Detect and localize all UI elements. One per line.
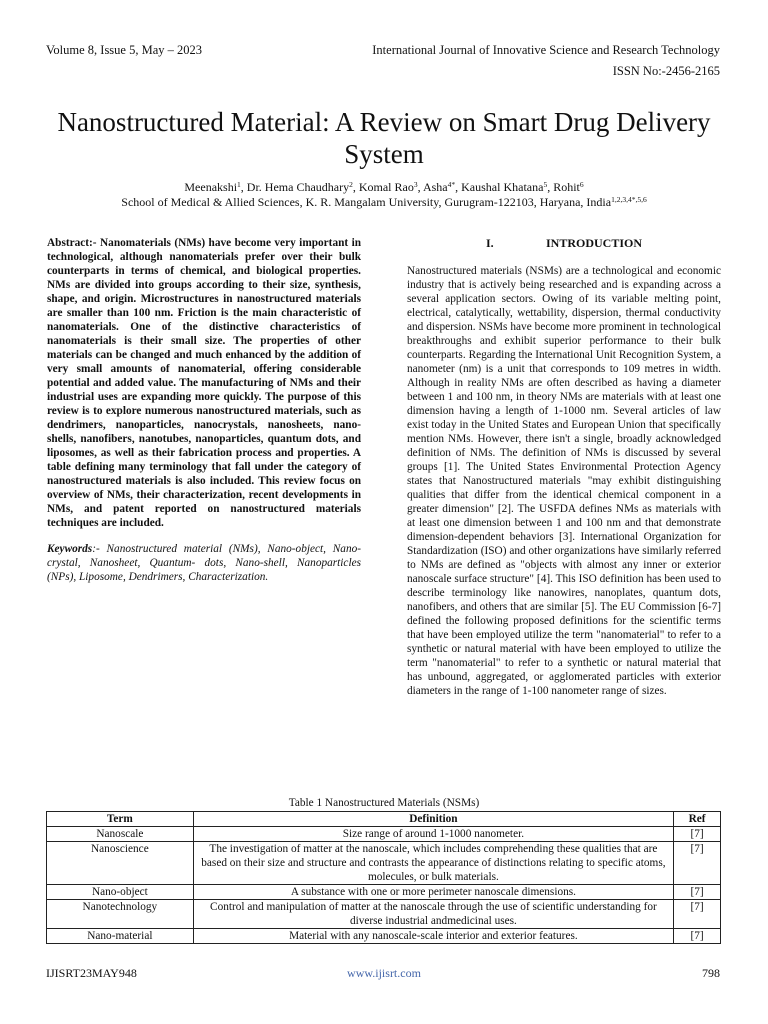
- author-affil-marker: 5: [543, 180, 548, 189]
- table-cell-definition: Size range of around 1-1000 nanometer.: [193, 827, 673, 842]
- nsm-table: [46, 811, 721, 944]
- section-title: INTRODUCTION: [545, 236, 642, 250]
- table-cell-term: Nano-material: [47, 929, 194, 944]
- table-cell-term: Nanoscience: [47, 842, 194, 885]
- keywords-label: Keywords: [47, 543, 93, 555]
- right-column: [407, 236, 721, 698]
- left-column: [47, 236, 361, 584]
- author-affil-marker: 3: [413, 180, 418, 189]
- issn-label: ISSN No:-2456-2165: [612, 64, 720, 78]
- footer-page-number: 798: [702, 966, 720, 980]
- table-header-row: [47, 812, 721, 827]
- author-name: Asha: [422, 180, 448, 194]
- table-row: [47, 827, 721, 842]
- author-separator: ,: [455, 180, 462, 194]
- section-number: I.: [485, 236, 494, 250]
- table-cell-definition: The investigation of matter at the nanoscale, which includes comprehending these qualities that are based on their size and structure and contrasts the appearance of distinctions relating to specific atoms, molecules, or bulk materials.: [193, 842, 673, 885]
- table-cell-term: Nanoscale: [47, 827, 194, 842]
- section-heading-introduction: [407, 236, 721, 250]
- keywords: [47, 542, 361, 584]
- table-cell-ref: [7]: [674, 827, 721, 842]
- author-separator: ,: [547, 180, 554, 194]
- author-name: Komal Rao: [358, 180, 414, 194]
- paper-title: Nanostructured Material: A Review on Smart Drug Delivery System: [57, 107, 711, 170]
- table-cell-ref: [7]: [674, 885, 721, 900]
- keywords-text: :- Nanostructured material (NMs), Nano-object, Nano-crystal, Nanosheet, Quantum- dots, Nano-shell, Nanoparticles (NPs), Liposome, Dendrimers, Characterization.: [47, 543, 361, 583]
- author-name: Dr. Hema Chaudhary: [246, 180, 350, 194]
- table-row: [47, 929, 721, 944]
- author-name: Rohit: [553, 180, 580, 194]
- table-header-term: Term: [47, 812, 194, 827]
- author-separator: ,: [240, 180, 247, 194]
- table-cell-ref: [7]: [674, 929, 721, 944]
- table-cell-definition: Control and manipulation of matter at the nanoscale through the use of scientific understanding for diverse industrial andmedicinal uses.: [193, 900, 673, 929]
- author-separator: ,: [417, 180, 423, 194]
- affiliation-text: School of Medical & Allied Sciences, K. R. Mangalam University, Gurugram-122103, Haryana, India: [121, 195, 612, 209]
- author-affil-marker: 2: [349, 180, 353, 189]
- running-header-volume: Volume 8, Issue 5, May – 2023: [46, 43, 203, 57]
- author-name: Kaushal Khatana: [461, 180, 544, 194]
- author-separator: ,: [352, 180, 359, 194]
- table-header-definition: Definition: [193, 812, 673, 827]
- abstract: Abstract:- Nanomaterials (NMs) have become very important in technological, although nanomaterials prefer over their bulk counterparts in terms of chemical, and biological properties. NMs are divided into groups according to their size, synthesis, shape, and origin. Microstructures in nanostructured materials are smaller than 100 nm. Friction is the main characteristic of nanomaterials. One of the distinctive characteristics of nanomaterials is their small size. The properties of other materials can be changed and much enhanced by the addition of very small amounts of nanomaterial, offering considerable potential and added value. The manufacturing of NMs and their industrial uses are expanding more quickly. The purpose of this review is to explore numerous nanostructured materials, such as dendrimers, nanoparticles, nanocrystals, nanosheets, nano-shells, nanofibers, nanotubes, nanoparticles, quantum dots, and liposomes, as well as their fabrication process and properties. A table defining many terminology that fall under the category of nanostructured materials is also included. This review focus on overview of NMs, their characterization, recent developments in NMs, and patent reported on nanostructured materials techniques are included.: [47, 237, 361, 529]
- table-row: [47, 842, 721, 885]
- affiliation: [40, 195, 728, 210]
- table-cell-ref: [7]: [674, 900, 721, 929]
- footer-paper-code: IJISRT23MAY948: [46, 966, 137, 980]
- table-header-ref: Ref: [674, 812, 721, 827]
- running-header-journal: International Journal of Innovative Science and Research Technology: [372, 43, 720, 57]
- table-caption: Table 1 Nanostructured Materials (NSMs): [288, 797, 480, 809]
- footer-journal-url[interactable]: www.ijisrt.com: [347, 966, 421, 980]
- table-row: [47, 885, 721, 900]
- table-row: [47, 900, 721, 929]
- author-list: [40, 180, 728, 195]
- table-cell-definition: Material with any nanoscale-scale interior and exterior features.: [193, 929, 673, 944]
- affiliation-markers: 1,2,3,4*,5,6: [611, 195, 647, 204]
- table-cell-ref: [7]: [674, 842, 721, 885]
- table-cell-definition: A substance with one or more perimeter nanoscale dimensions.: [193, 885, 673, 900]
- author-affil-marker: 4*: [447, 180, 456, 189]
- table-cell-term: Nano-object: [47, 885, 194, 900]
- table-cell-term: Nanotechnology: [47, 900, 194, 929]
- author-affil-marker: 1: [237, 180, 241, 189]
- author-affil-marker: 6: [579, 180, 584, 189]
- introduction-text: Nanostructured materials (NSMs) are a technological and economic industry that is actively being researched and is expanding across a several application sectors. Owing of its variable melting point, electrical, catalytically, wettability, dispersion, thermal conductivity and dispersion. NSMs have become more prominent in technological breakthroughs and exhibit superior performance to their bulk counterparts. Regarding the International Unit Recognition System, a nanometer (nm) is a unit that corresponds to 109 metres in width. Although in reality NMs are often described as having a diameter between 1 and 100 nm, in theory NMs are materials with at least one dimension having a length of 1-1000 nm. Several articles of law exist today in the United States and European Union that specifically mention NMs. However, there isn't a single, broadly acknowledged definition of NMs. The definition of NMs is discussed by several groups [1]. The United States Environmental Protection Agency states that Nanostructured materials "may exhibit distinguishing qualities that differ from the identical chemical component in a greater dimension" [2]. The USFDA defines NMs as materials with at least one dimension between 1 and 100 nm and that demonstrate dimension-dependent behaviors [3]. International Organization for Standardization (ISO) and other organizations have similarly referred to NMs are defined as "objects with almost any inner or exterior nanoscale surface structure" [4]. This ISO definition has been used to describe terminology like nanowires, nanoplates, quantum dots, nanofibers, and others that are similar [5]. The EU Commission [6-7] defined the following proposed definitions for the scientific terms that have been employed utilize the term "nanomaterial" to refer to a synthetic or natural material with have been employed to utilize the term "nanomaterial" to refer to a synthetic or natural material that has unbound, aggregated, or agglomerated particles with exterior diameters in the range of 1-100 nanometer range of sizes.: [407, 265, 721, 697]
- author-name: Meenakshi: [184, 180, 238, 194]
